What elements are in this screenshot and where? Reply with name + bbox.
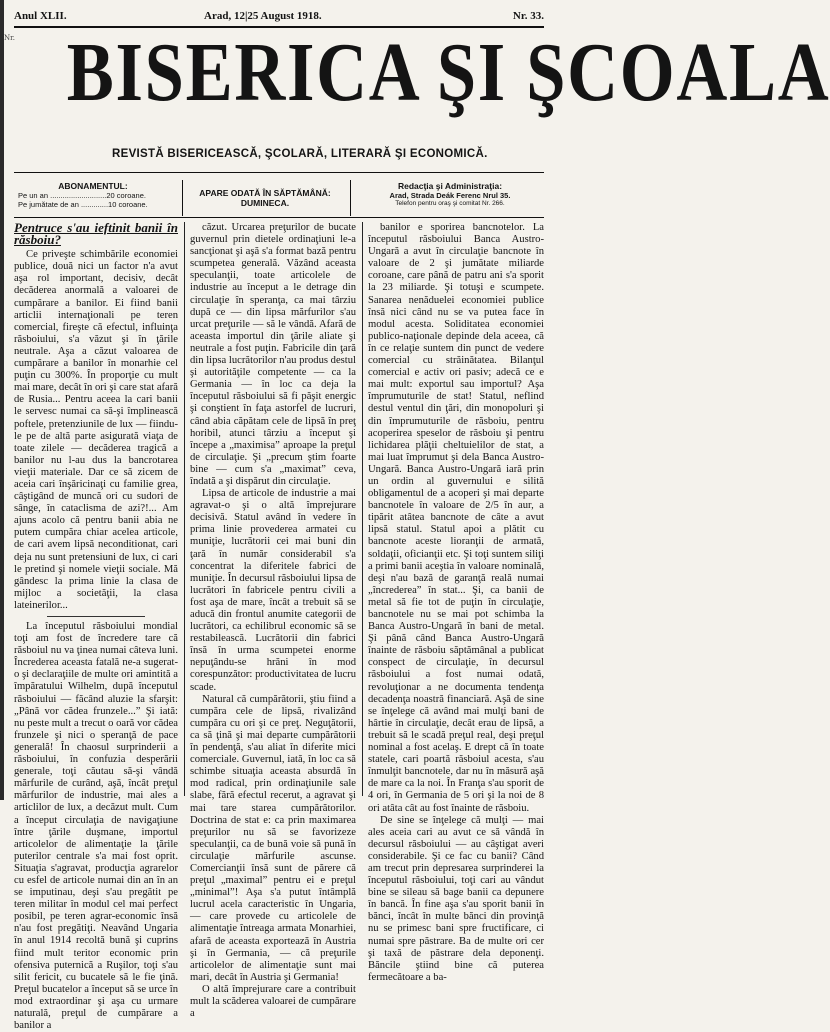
subscription-line-year: Pe un an ...........................20 coroane. <box>18 191 146 200</box>
editorial-address: Arad, Strada Deák Ferenc Nrul 35. <box>389 191 511 200</box>
article-title: Pentruce s'au ieftinit banii în răsboiu? <box>14 220 178 248</box>
issue-date: Arad, 12|25 August 1918. <box>204 10 322 22</box>
frequency-line1: APARE ODATĂ ÎN SĂPTĂMÂNĂ: <box>199 188 331 198</box>
info-bottom-rule <box>14 217 544 218</box>
article-paragraph: La începutul răsboiului mondial toţi am fost de încredere tare că răsboiul nu va ţinea numai câteva luni. Încrederea aceasta fatală ne-a sugerat-o şi declaraţiile de multe ori amintită a împăratului Wilhelm, după începutul răsboiului — făcând aluzie la sfarşit: „Până vor cădea frunzele...” Şi iată: nu peste mult a trecut o oară vor cădea frunzele şi nici o speranţă de pace generală! În chaosul surprinderii a răsboiului, în confuzia desperării generale, toţi căutau să-şi vândă mărfurile de curând, aşă, încât preţul mărfurilor de industrie, mai ales a articlilor de lux, a decăzut mult. Cum a început circulaţia de navigaţiune între ţările duşmane, importul articolelor de alimentaţie la ţările puterilor centrale s'a mai fost oprit. Situaţia s'agravat, producţia agrarelor cu esfel de articole numai din an în an se imputinau, deşi s'au pregătit pe teren militar în modul cel mai perfect posibil, pe teren agrar-economic însă n'au fost pregătiţi. Neavând Ungaria în anul 1914 recoltă bună şi cuprins fiind mult teritor economic prin ofensiva puternică a Ruşilor, toţi s'au silit fericit, cu bucatele să le fie ţină. Preţul bucatelor a început să se urce în mod extraordinar şi aşa cu urmare naturală, preţul de cumpărare a banilor a <box>14 621 178 1032</box>
article-paragraph: Ce priveşte schimbările economiei publice, două nici un factor n'a avut aşa rol important, decisiv, decât decăderea anormală a valoarei de cumpărare a banilor. Ei fiind banii articlii internaţionali pe teren comercial, fireşte că efectul, influinţa răsboiului, s'a văzut şi în ţările neutrale. Aşa a căzut valoarea de cumpărare a banilor în monarhie cel puţin cu 300%. În proporţie cu mult mai mare, decât în ori şi care stat afară de Rusia... Pentru aceea la cari banii le servesc numai ca să-şi împlinească poftele, pretenziunile de lux — fiindu-le pe de altă parte asigurată viaţa de toate zilele — decăderea tragică a banilor nu l-au dus la bancrotarea vieţii materiale. Dar ce să zicem de aceia cari înşăricinaţi cu familie grea, câştigând de muncă ori cu sudori de sânge, în cataclisma de azi?!... Am ajuns acolo că pentru banii abia ne putem cumpăra chiar acelea articole, de cari avem lipsă neconditionat, cari deja nu sunt pretensiuni de lux, ci cari le pretind şi nomele vieţii sociale. Mă gândesc la prima linie la clasa de mijloc a societăţii, la clasa lateinerilor... <box>14 249 178 611</box>
editorial-phone: Telefon pentru oraş şi comitat Nr. 266. <box>395 200 505 207</box>
editorial-heading: Redacţia şi Administraţia: <box>397 181 503 191</box>
article-paragraph: Natural că cumpărătorii, ştiu fiind a cumpăra cele de lipsă, rivalizând cumpăra cu ori şi ce preţ. Neguţătorii, ca să ţină şi mai departe cumpărătorii în pendenţă, s'au aliat în diferite mici comerciale. Guvernul, iată, în loc ca să schimbe situaţia aceasta absurdă în mod radical, prin ordinaţiunile sale slabe, fără efectul recerut, a agravat şi mai tare starea cumpărătorilor. Doctrina de stat e: ca prin maximarea preţurilor nu să se favorizeze speculanţii, ca de bună voie să pună în circulaţie mărfurile ascunse. Comercianţii însă sunt de părere că preţul „maximal” pentru ei e preţul „minimal”! Aşa s'a putut întâmplă lucrul acela caracteristic în Ungaria, — care provede cu articolele de alimentaţie întreaga armata Monarhiei, afară de aceasta exportează în Austria şi în Germania, — că preţurile articolelor de alimentaţie sunt mai mari, decât în Austria şi Germania! <box>190 693 356 983</box>
article-column-3 <box>368 222 544 983</box>
section-divider <box>47 616 145 617</box>
info-divider <box>182 180 183 216</box>
frequency-line2: DUMINECA. <box>240 198 290 208</box>
issue-year: Anul XLII. <box>14 10 67 22</box>
article-paragraph: căzut. Urcarea preţurilor de bucate guvernul prin dietele ordinaţiuni le-a sancţionat şi aşă s'a format bază pentru scumpetea generală. Văzând aceasta speculanţii, toate articolele de industrie au început a le detrage din circulaţie în speranţa, ca mai târziu după ce — din lipsa mărfurilor s'au urcat preţurile — să le vândă. Afară de aceasta importul din ţările aliate şi neutrale a fost puţin. Fabricile din ţară din lipsa lucrătorilor n'au produs destul şi autorităţile competente — ca la Germania — în loc ca deja la începutul răsboiului să fi păşit energic şi conştient în faţa astorfel de lucruri, când abia căpătam cele de lipsă în preţ horibil, atunci târziu a început şi începe a „maximisa” aproape la preţul de circulaţie. Şi „precum ştim foarte bine — cum s'a „maximat” ceva, îndată a şi dispărut din circulaţie. <box>190 222 356 487</box>
column-divider <box>362 222 363 796</box>
article-paragraph: De sine se înţelege că mulţi — mai ales aceia cari au avut ce să vândă în decursul răsboiului — au câştigat averi considerabile. Şi ce fac cu banii? Când am trecut prin depresarea surprinderei la începutul răsboiului, toţi cari au vândut bine se sileau să bage banii ca depunere în bancă. În fine aşa s'au sporit banii în bănci, încât în multe bănci din provinţă nu se primesc bani spre fructificare, ci numai spre păstrare. Ba de multe ori cer şi taxă de păstrare dela deponenţi. Băncile ştiind bine că puterea fermecătoare a ba- <box>368 814 544 983</box>
masthead-title: BISERICA ŞI ŞCOALA <box>66 26 830 119</box>
article-paragraph: Lipsa de articole de industrie a mai agravat-o şi o altă împrejurare decisivă. Statul având în vedere în prima linie provederea armatei cu muniţie, lucrătorii cei mai buni din ţară în număr considerabil s'a concentrat la diferitele fabrici de muniţie. În decursul răsboiului lipsa de lucrători în fabricele pentru civili a fost aşa de mare, încât a trebuit să se aducă din frontul anumite categorii de lucrători, ca echilibrul economic să se restabilească. Lucrătorii din fabrici însă în urma scumpetei enorme nepuţându-se hrăni în mod corespunzător: productivitatea de lucru scade. <box>190 488 356 693</box>
column-divider <box>184 222 185 796</box>
subscription-heading: ABONAMENTUL: <box>58 181 128 191</box>
scan-edge <box>0 0 4 800</box>
article-column-2 <box>190 222 356 1020</box>
masthead-subtitle: REVISTĂ BISERICEASCĂ, ŞCOLARĂ, LITERARĂ ŞI ECONOMICĂ. <box>112 148 488 160</box>
subscription-box <box>18 181 168 211</box>
editorial-box <box>356 181 544 211</box>
issue-header <box>14 8 544 28</box>
issue-number: Nr. 33. <box>512 10 544 22</box>
article-paragraph: banilor e sporirea bancnotelor. La începutul răsboiului Banca Austro-Ungară a avut în circulaţie bancnote în valoare de 2 şi jumătate miliarde coroane, care până de patru ani s'a sporit la 23 miliarde. Şi totuşi e scumpete. Sanarea nenăduelei economiei publice însă nici când nu se va putea face în modul acesta. Soliditatea economiei publico-naţionale depinde dela aceea, că în ce relaţie suntem din punct de vedere comercial cu străinătatea. Bilanţul comercial e activ ori pasiv; adecă ce e mai mult: exportul sau importul? Aşa împrumuturile de stat! Statul, neflind destul ventul din ţări, din monopoluri şi din împrumuturile de răsboiu, pentru acoperirea speselor de răsboiu şi pentru lichidarea plăţii cheltuielilor de stat, a mai luat împrumut şi dela Banca Austro-Ungară. Banca Austro-Ungară iară prin un ordin al guvernului e silită obligamentul de a acoperi şi mai departe bancnotele în valoare de 2/5 în aur, a tipărit atâtea bancnote de câte a avut lipsă statul. Statul apoi a plătit cu bancnote aceste lioranţii de armată, soldaţii, oficianţii etc. Şi toţi suntem siliţi a primi banii aceştia în valoare nominală, deşi n'au bază de garanţă reală numai „încrederea” în stat... Şi, ca banii de metal să fie tot de puţin în circulaţie, bancnotele nu se mai pot schimba la Banca Austro-Ungară în bani de metal. Şi până când Banca Austro-Ungară înainte de răsboiu săptămânal a publicat conspect de circulaţie, în decursul răsboiului a fost numai odată, revoluţionar a ne documenta tendenţa decadenţa noastră financiară. Aşă de sine se înţelege că având mai mulţi bani de hârtie în circulaţie, decât erau de lipsă, a trebuit să le scadă preţul real, deşi preţul nominal a fost acelaş. E drept că în toate statele, cari poartă răsboiul acesta, s'au înmulţit bancnotele, dar nu în măsură aşă de mare ca la noi. În Franţa s'au sporit de 4 ori, în Germania de 5 ori şi la noi de 8 ori atâta cât au fost înainte de răsboiu. <box>368 222 544 814</box>
article-paragraph: O altă împrejurare care a contribuit mult la scăderea valoarei de cumpărare a <box>190 983 356 1020</box>
left-margin-fragment: Nr. <box>4 34 15 42</box>
top-rule <box>14 172 544 173</box>
subscription-line-half: Pe jumătate de an .............10 coroane. <box>18 200 148 209</box>
article-column-1 <box>14 220 178 1032</box>
frequency-box <box>190 188 340 218</box>
info-divider <box>350 180 351 216</box>
